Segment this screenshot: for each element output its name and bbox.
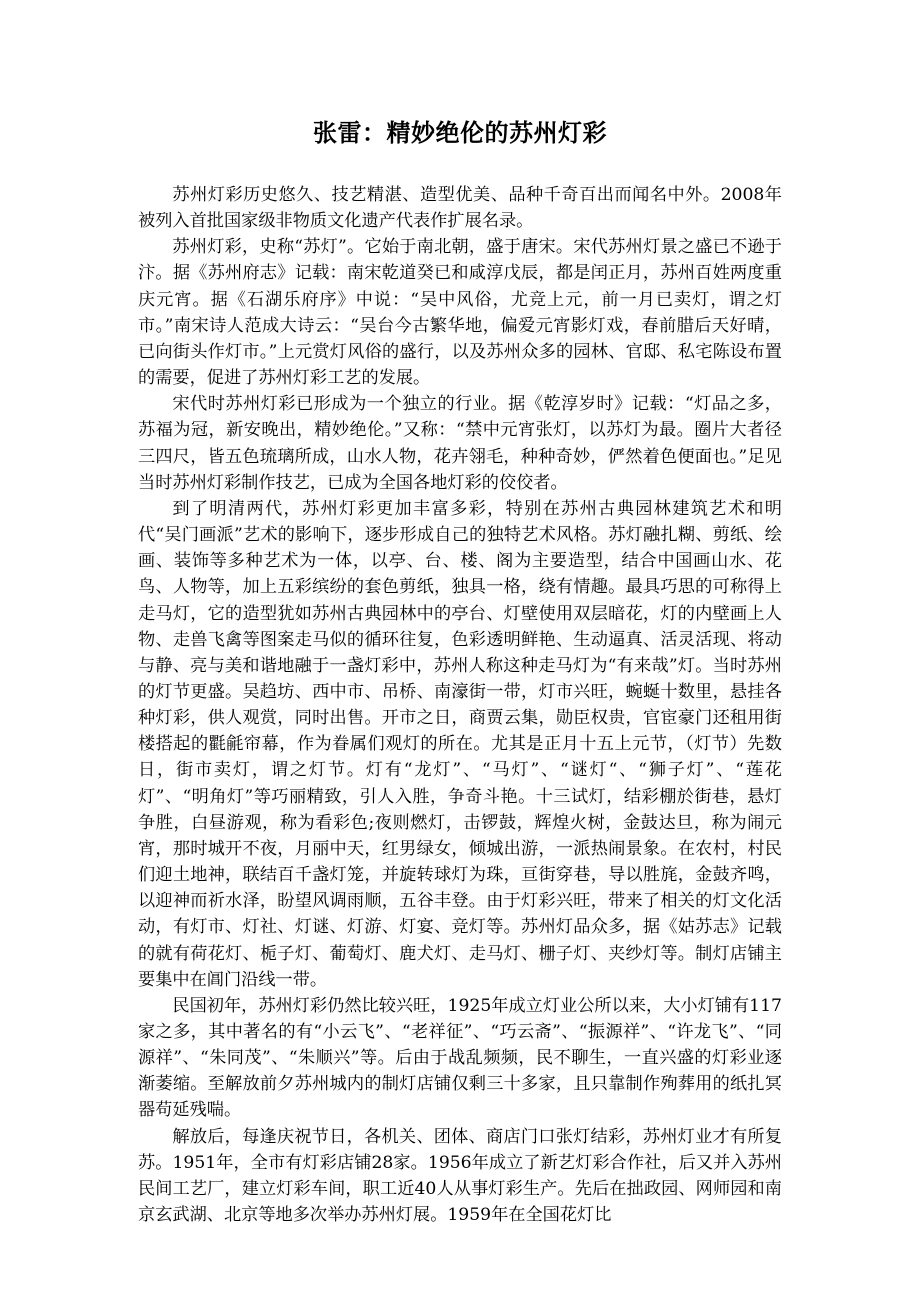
document-body [138,182,782,1228]
paragraph-ming-qing: 到了明清两代，苏州灯彩更加丰富多彩，特别在苏州古典园林建筑艺术和明代“吴门画派”艺术的影响下，逐步形成自己的独特艺术风格。苏灯融扎糊、剪纸、绘画、装饰等多种艺术为一体，以亭、台、楼、阁为主要造型，结合中国画山水、花鸟、人物等，加上五彩缤纷的套色剪纸，独具一格，绕有情趣。最具巧思的可称得上走马灯，它的造型犹如苏州古典园林中的亭台、灯壁使用双层暗花，灯的内壁画上人物、走兽飞禽等图案走马似的循环往复，色彩透明鲜艳、生动逼真、活灵活现、将动与静、亮与美和谐地融于一盏灯彩中，苏州人称这种走马灯为“有来哉”灯。当时苏州的灯节更盛。吴趋坊、西中市、吊桥、南濠街一带，灯市兴旺，蜿蜒十数里，悬挂各种灯彩，供人观赏，同时出售。开市之日，商贾云集，勋臣权贵，官宦豪门还租用街楼搭起的氍毹帘幕，作为眷属们观灯的所在。尤其是正月十五上元节，（灯节）先数日，街市卖灯，谓之灯节。灯有“龙灯”、“马灯”、“谜灯“、“狮子灯”、“莲花灯”、“明角灯”等巧丽精致，引人入胜，争奇斗艳。十三试灯，结彩棚於街巷，悬灯争胜，白昼游观，称为看彩色;夜则燃灯，击锣鼓，辉煌火树，金鼓达旦，称为闹元宵，那时城开不夜，月丽中天，红男绿女，倾城出游，一派热闹景象。在农村，村民们迎土地神，联结百千盏灯笼，并旋转球灯为珠，亘街穿巷，导以胜旄，金鼓齐鸣，以迎神而祈水泽，盼望风调雨顺，五谷丰登。由于灯彩兴旺，带来了相关的灯文化活动，有灯市、灯社、灯谜、灯游、灯宴、竞灯等。苏州灯品众多，据《姑苏志》记载的就有荷花灯、栀子灯、葡萄灯、鹿犬灯、走马灯、栅子灯、夹纱灯等。制灯店铺主要集中在阊门沿线一带。 [138,498,782,990]
document-title: 张雷：精妙绝伦的苏州灯彩 [313,119,607,147]
paragraph-post-liberation: 解放后，每逢庆祝节日，各机关、团体、商店门口张灯结彩，苏州灯业才有所复苏。1951年，全市有灯彩店铺28家。1956年成立了新艺灯彩合作社，后又并入苏州民间工艺厂，建立灯彩车间，职工近40人从事灯彩生产。先后在拙政园、网师园和南京玄武湖、北京等地多次举办苏州灯展。1959年在全国花灯比 [138,1126,782,1226]
paragraph-republic-era: 民国初年，苏州灯彩仍然比较兴旺，1925年成立灯业公所以来，大小灯铺有117家之多，其中著名的有“小云飞”、“老祥征”、“巧云斋”、“振源祥”、“许龙飞”、“同源祥”、“朱同茂”、“朱顺兴”等。后由于战乱频频，民不聊生，一直兴盛的灯彩业逐渐萎缩。至解放前夕苏州城内的制灯店铺仅剩三十多家，且只靠制作殉葬用的纸扎冥器苟延残喘。 [138,995,782,1121]
paragraph-song-dynasty: 宋代时苏州灯彩已形成为一个独立的行业。据《乾淳岁时》记载：“灯品之多，苏福为冠，新安晚出，精妙绝伦。”又称：“禁中元宵张灯，以苏灯为最。圈片大者径三四尺，皆五色琉璃所成，山水人物，花卉翎毛，种种奇妙，俨然着色便面也。”足见当时苏州灯彩制作技艺，已成为全国各地灯彩的佼佼者。 [138,394,782,493]
paragraph-intro: 苏州灯彩历史悠久、技艺精湛、造型优美、品种千奇百出而闻名中外。2008年被列入首批国家级非物质文化遗产代表作扩展名录。 [138,185,782,232]
paragraph-origin: 苏州灯彩，史称“苏灯”。它始于南北朝，盛于唐宋。宋代苏州灯景之盛已不逊于汴。据《苏州府志》记载：南宋乾道癸已和咸淳戊辰，都是闰正月，苏州百姓两度重庆元宵。据《石湖乐府序》中说：“吴中风俗，尤竞上元，前一月已卖灯，谓之灯市。”南宋诗人范成大诗云：“吴台今古繁华地，偏爱元宵影灯戏，春前腊后天好晴，已向街头作灯市。”上元赏灯风俗的盛行，以及苏州众多的园林、官邸、私宅陈设布置的需要，促进了苏州灯彩工艺的发展。 [138,237,782,389]
